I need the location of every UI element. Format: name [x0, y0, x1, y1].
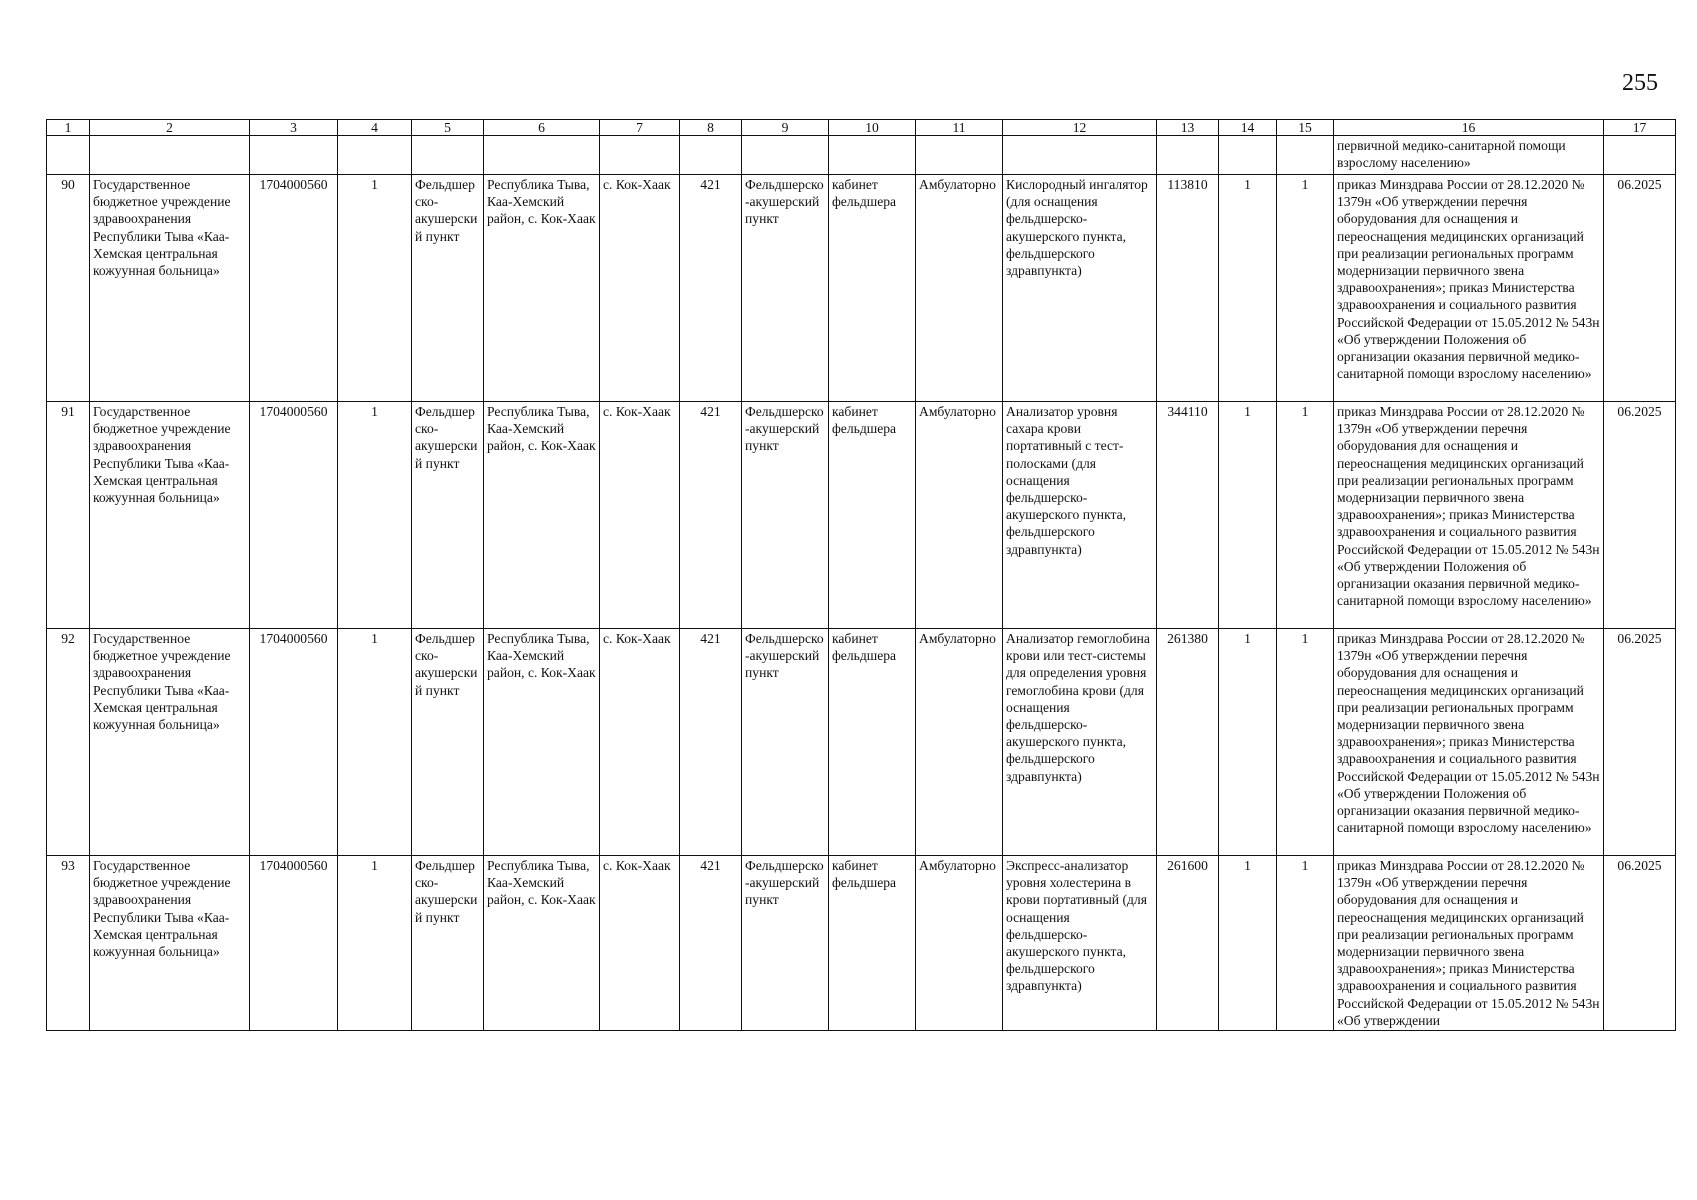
row-number-cell: 93 [47, 856, 90, 1031]
row-number-cell: 90 [47, 175, 90, 402]
empty-cell [484, 136, 600, 175]
empty-cell [1219, 136, 1277, 175]
mode-cell: Амбулаторно [916, 402, 1003, 629]
col13-cell: 344110 [1157, 402, 1219, 629]
col14-cell: 1 [1219, 175, 1277, 402]
equipment-cell: Кислородный ингалятор (для оснащения фельдшерско-акушерского пункта, фельдшерского здравпункта) [1003, 175, 1157, 402]
column-number: 1 [47, 120, 90, 136]
basis-cell: приказ Минздрава России от 28.12.2020 № 1379н «Об утверждении перечня оборудования для оснащения и переоснащения медицинских организаций при реализации региональных программ модернизации первичного звена здравоохранения»; приказ Министерства здравоохранения и социального развития Российской Федерации от 15.05.2012 № 543н «Об утверждении Положения об организации оказания первичной медико-санитарной помощи взрослому населению» [1334, 402, 1604, 629]
code-cell: 1704000560 [250, 175, 338, 402]
column-number-row [47, 120, 1676, 136]
column-number: 11 [916, 120, 1003, 136]
empty-cell [47, 136, 90, 175]
empty-cell [1604, 136, 1676, 175]
col15-cell: 1 [1277, 175, 1334, 402]
continued-basis-cell: первичной медико-санитарной помощи взрослому населению» [1334, 136, 1604, 175]
col4-cell: 1 [338, 856, 412, 1031]
code-cell: 1704000560 [250, 402, 338, 629]
room-cell: кабинет фельдшера [829, 629, 916, 856]
column-number: 17 [1604, 120, 1676, 136]
address-cell: Республика Тыва, Каа-Хемский район, с. Кок-Хаак [484, 175, 600, 402]
table-row [47, 629, 1676, 856]
room-cell: кабинет фельдшера [829, 856, 916, 1031]
col4-cell: 1 [338, 629, 412, 856]
unit-name-cell: Фельдшерско-акушерский пункт [742, 856, 829, 1031]
col14-cell: 1 [1219, 856, 1277, 1031]
organization-cell: Государственное бюджетное учреждение здравоохранения Республики Тыва «Каа-Хемская центральная кожуунная больница» [90, 629, 250, 856]
mode-cell: Амбулаторно [916, 629, 1003, 856]
basis-cell: приказ Минздрава России от 28.12.2020 № 1379н «Об утверждении перечня оборудования для оснащения и переоснащения медицинских организаций при реализации региональных программ модернизации первичного звена здравоохранения»; приказ Министерства здравоохранения и социального развития Российской Федерации от 15.05.2012 № 543н «Об утверждении Положения об организации оказания первичной медико-санитарной помощи взрослому населению» [1334, 175, 1604, 402]
date-cell: 06.2025 [1604, 856, 1676, 1031]
empty-cell [829, 136, 916, 175]
column-number: 16 [1334, 120, 1604, 136]
col8-cell: 421 [680, 402, 742, 629]
empty-cell [90, 136, 250, 175]
code-cell: 1704000560 [250, 629, 338, 856]
empty-cell [338, 136, 412, 175]
code-cell: 1704000560 [250, 856, 338, 1031]
column-number: 8 [680, 120, 742, 136]
empty-cell [1003, 136, 1157, 175]
empty-cell [250, 136, 338, 175]
equipment-cell: Анализатор гемоглобина крови или тест-системы для определения уровня гемоглобина крови (для оснащения фельдшерско-акушерского пункта, фельдшерского здравпункта) [1003, 629, 1157, 856]
col13-cell: 261600 [1157, 856, 1219, 1031]
column-number: 12 [1003, 120, 1157, 136]
address-cell: Республика Тыва, Каа-Хемский район, с. Кок-Хаак [484, 402, 600, 629]
date-cell: 06.2025 [1604, 629, 1676, 856]
continuation-row [47, 136, 1676, 175]
unit-name-cell: Фельдшерско-акушерский пункт [742, 402, 829, 629]
column-number: 15 [1277, 120, 1334, 136]
col13-cell: 113810 [1157, 175, 1219, 402]
unit-type-cell: Фельдшерско-акушерский пункт [412, 175, 484, 402]
column-number: 7 [600, 120, 680, 136]
date-cell: 06.2025 [1604, 175, 1676, 402]
table-row [47, 402, 1676, 629]
col15-cell: 1 [1277, 629, 1334, 856]
empty-cell [1157, 136, 1219, 175]
address-cell: Республика Тыва, Каа-Хемский район, с. Кок-Хаак [484, 629, 600, 856]
column-number: 4 [338, 120, 412, 136]
organization-cell: Государственное бюджетное учреждение здравоохранения Республики Тыва «Каа-Хемская центральная кожуунная больница» [90, 175, 250, 402]
column-number: 5 [412, 120, 484, 136]
table-row [47, 175, 1676, 402]
column-number: 2 [90, 120, 250, 136]
settlement-cell: с. Кок-Хаак [600, 629, 680, 856]
mode-cell: Амбулаторно [916, 856, 1003, 1031]
address-cell: Республика Тыва, Каа-Хемский район, с. Кок-Хаак [484, 856, 600, 1031]
empty-cell [680, 136, 742, 175]
unit-name-cell: Фельдшерско-акушерский пункт [742, 629, 829, 856]
unit-name-cell: Фельдшерско-акушерский пункт [742, 175, 829, 402]
col15-cell: 1 [1277, 402, 1334, 629]
column-number: 13 [1157, 120, 1219, 136]
basis-cell: приказ Минздрава России от 28.12.2020 № 1379н «Об утверждении перечня оборудования для оснащения и переоснащения медицинских организаций при реализации региональных программ модернизации первичного звена здравоохранения»; приказ Министерства здравоохранения и социального развития Российской Федерации от 15.05.2012 № 543н «Об утверждении Положения об организации оказания первичной медико-санитарной помощи взрослому населению» [1334, 629, 1604, 856]
row-number-cell: 92 [47, 629, 90, 856]
organization-cell: Государственное бюджетное учреждение здравоохранения Республики Тыва «Каа-Хемская центральная кожуунная больница» [90, 402, 250, 629]
col13-cell: 261380 [1157, 629, 1219, 856]
column-number: 9 [742, 120, 829, 136]
settlement-cell: с. Кок-Хаак [600, 856, 680, 1031]
date-cell: 06.2025 [1604, 402, 1676, 629]
col14-cell: 1 [1219, 402, 1277, 629]
equipment-cell: Экспресс-анализатор уровня холестерина в крови портативный (для оснащения фельдшерско-акушерского пункта, фельдшерского здравпункта) [1003, 856, 1157, 1031]
column-number: 6 [484, 120, 600, 136]
column-number: 10 [829, 120, 916, 136]
col4-cell: 1 [338, 175, 412, 402]
col4-cell: 1 [338, 402, 412, 629]
empty-cell [742, 136, 829, 175]
room-cell: кабинет фельдшера [829, 402, 916, 629]
room-cell: кабинет фельдшера [829, 175, 916, 402]
col14-cell: 1 [1219, 629, 1277, 856]
equipment-cell: Анализатор уровня сахара крови портативный с тест-полосками (для оснащения фельдшерско-акушерского пункта, фельдшерского здравпункта) [1003, 402, 1157, 629]
table-row [47, 856, 1676, 1031]
unit-type-cell: Фельдшерско-акушерский пункт [412, 856, 484, 1031]
col8-cell: 421 [680, 856, 742, 1031]
col15-cell: 1 [1277, 856, 1334, 1031]
empty-cell [412, 136, 484, 175]
empty-cell [916, 136, 1003, 175]
basis-cell: приказ Минздрава России от 28.12.2020 № 1379н «Об утверждении перечня оборудования для оснащения и переоснащения медицинских организаций при реализации региональных программ модернизации первичного звена здравоохранения»; приказ Министерства здравоохранения и социального развития Российской Федерации от 15.05.2012 № 543н «Об утверждении [1334, 856, 1604, 1031]
column-number: 3 [250, 120, 338, 136]
mode-cell: Амбулаторно [916, 175, 1003, 402]
empty-cell [1277, 136, 1334, 175]
col8-cell: 421 [680, 175, 742, 402]
row-number-cell: 91 [47, 402, 90, 629]
unit-type-cell: Фельдшерско-акушерский пункт [412, 402, 484, 629]
unit-type-cell: Фельдшерско-акушерский пункт [412, 629, 484, 856]
settlement-cell: с. Кок-Хаак [600, 402, 680, 629]
settlement-cell: с. Кок-Хаак [600, 175, 680, 402]
register-table [46, 119, 1676, 1031]
organization-cell: Государственное бюджетное учреждение здравоохранения Республики Тыва «Каа-Хемская центральная кожуунная больница» [90, 856, 250, 1031]
empty-cell [600, 136, 680, 175]
col8-cell: 421 [680, 629, 742, 856]
page-number: 255 [1622, 70, 1658, 96]
column-number: 14 [1219, 120, 1277, 136]
